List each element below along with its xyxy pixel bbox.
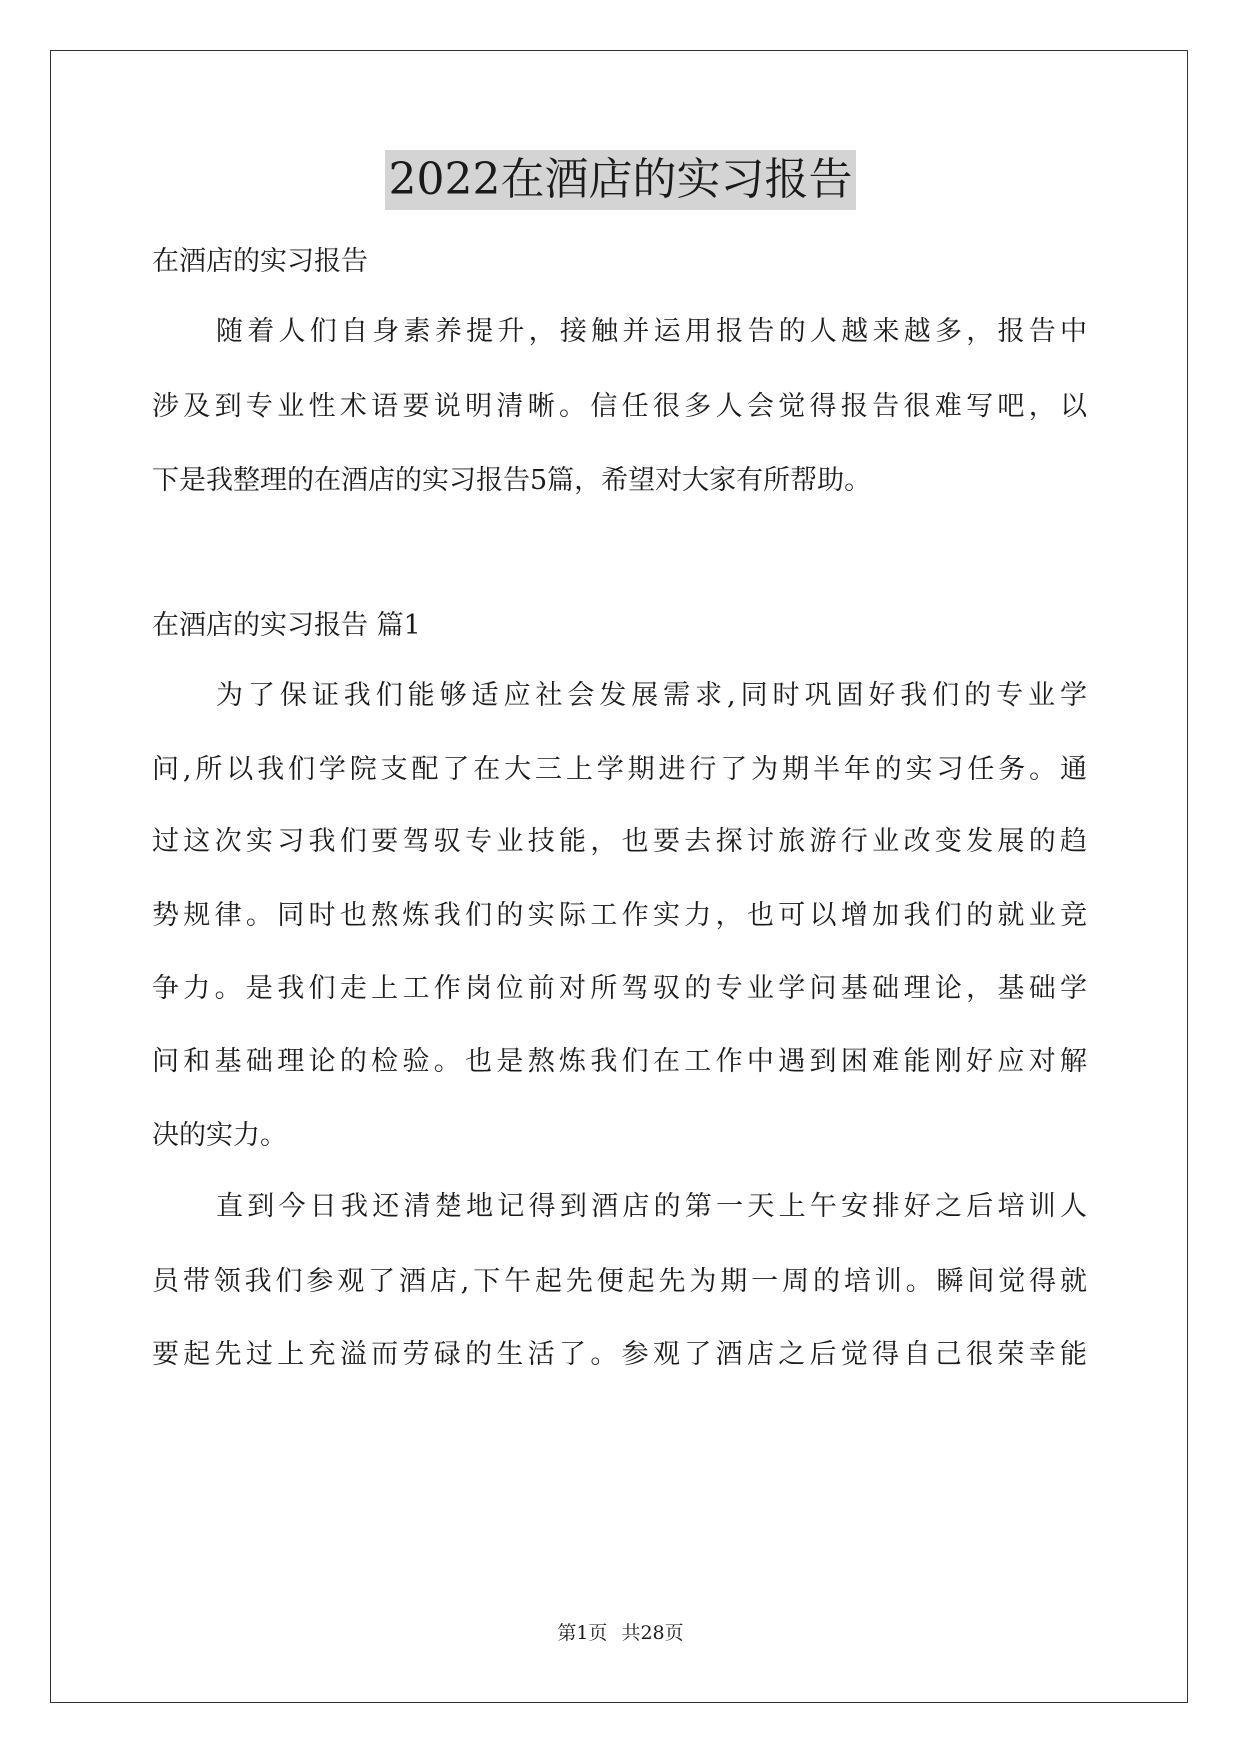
page-border <box>50 50 1188 1703</box>
paragraph-line: 问,所以我们学院支配了在大三上学期进行了为期半年的实习任务。通 <box>152 754 1087 785</box>
paragraph-line: 过这次实习我们要驾驭专业技能，也要去探讨旅游行业改变发展的趋 <box>152 826 1087 857</box>
paragraph-line: 员带领我们参观了酒店,下午起先便起先为期一周的培训。瞬间觉得就 <box>152 1266 1087 1297</box>
paragraph-line: 为了保证我们能够适应社会发展需求,同时巩固好我们的专业学 <box>216 680 1087 711</box>
total-pages: 共28页 <box>621 1622 684 1644</box>
paragraph-line: 要起先过上充溢而劳碌的生活了。参观了酒店之后觉得自己很荣幸能 <box>152 1339 1087 1370</box>
page-footer <box>0 1620 1241 1646</box>
paragraph-line: 争力。是我们走上工作岗位前对所驾驭的专业学问基础理论，基础学 <box>152 973 1087 1004</box>
intro-line: 下是我整理的在酒店的实习报告5篇，希望对大家有所帮助。 <box>152 465 872 496</box>
title-container <box>0 150 1241 210</box>
intro-line: 涉及到专业性术语要说明清晰。信任很多人会觉得报告很难写吧，以 <box>152 391 1087 422</box>
document-subtitle: 在酒店的实习报告 <box>152 246 368 277</box>
paragraph-line: 问和基础理论的检验。也是熬炼我们在工作中遇到困难能刚好应对解 <box>152 1046 1087 1077</box>
document-title: 2022在酒店的实习报告 <box>385 150 857 210</box>
page-number: 第1页 <box>557 1622 608 1644</box>
section-heading: 在酒店的实习报告 篇1 <box>152 610 421 641</box>
paragraph-line: 决的实力。 <box>152 1120 287 1151</box>
intro-line: 随着人们自身素养提升，接触并运用报告的人越来越多，报告中 <box>216 316 1087 347</box>
paragraph-line: 直到今日我还清楚地记得到酒店的第一天上午安排好之后培训人 <box>216 1191 1087 1222</box>
paragraph-line: 势规律。同时也熬炼我们的实际工作实力，也可以增加我们的就业竞 <box>152 900 1087 931</box>
